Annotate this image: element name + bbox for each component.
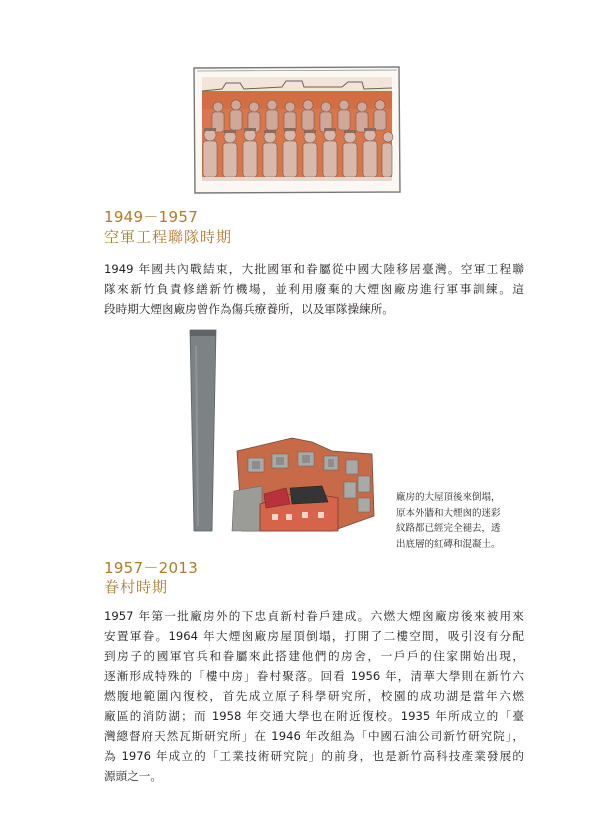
caption-line: 紋路都已經完全褪去，透 — [396, 523, 501, 534]
section1-years: 1949－1957 — [104, 208, 199, 226]
soldiers-group-illustration — [192, 65, 402, 195]
paragraph-line: 逐漸形成特殊的「樓中房」眷村聚落。回看 1956 年，清華大學則在新竹六 — [104, 669, 524, 683]
caption-line: 出底層的紅磚和混凝土。 — [396, 538, 501, 550]
chimney-factory-illustration — [182, 326, 382, 541]
paragraph-line: 1949 年國共內戰結束，大批國軍和眷屬從中國大陸移居臺灣。空軍工程聯 — [104, 262, 524, 276]
section2-years: 1957－2013 — [104, 559, 199, 577]
paragraph-line: 安置軍眷。1964 年大煙囪廠房屋頂倒塌，打開了二樓空間，吸引沒有分配 — [104, 629, 524, 643]
paragraph-line: 隊來新竹負責修繕新竹機場，並利用廢棄的大煙囪廠房進行軍事訓練。這 — [104, 282, 524, 296]
section1-paragraph — [104, 259, 524, 319]
paragraph-line: 源頭之一。 — [104, 769, 162, 783]
paragraph-line: 1957 年第一批廠房外的下忠貞新村眷戶建成。六燃大煙囪廠房後來被用來 — [104, 609, 524, 623]
section1-title: 空軍工程聯隊時期 — [104, 228, 233, 246]
paragraph-line: 廠區的消防湖；而 1958 年交通大學也在附近復校。1935 年所成立的「臺 — [104, 709, 524, 723]
paragraph-line: 灣總督府天然瓦斯研究所」在 1946 年改組為「中國石油公司新竹研究院」， — [104, 729, 524, 743]
paragraph-line: 為 1976 年成立的「工業技術研究院」的前身，也是新竹高科技產業發展的 — [104, 749, 524, 763]
caption-line: 原本外牆和大煙囪的迷彩 — [396, 507, 501, 519]
caption-line: 廠房的大屋頂後來倒塌， — [396, 492, 501, 503]
figure-caption — [396, 490, 516, 552]
paragraph-line: 燃腹地範圍內復校，首先成立原子科學研究所，校園的成功湖是當年六燃 — [104, 689, 524, 703]
section2-paragraph — [104, 606, 524, 786]
section2-title: 眷村時期 — [104, 578, 169, 596]
paragraph-line: 段時期大煙囪廠房曾作為傷兵療養所，以及軍隊操練所。 — [104, 302, 394, 316]
paragraph-line: 到房子的國軍官兵和眷屬來此搭建他們的房舍，一戶戶的住家開始出現， — [104, 649, 524, 663]
